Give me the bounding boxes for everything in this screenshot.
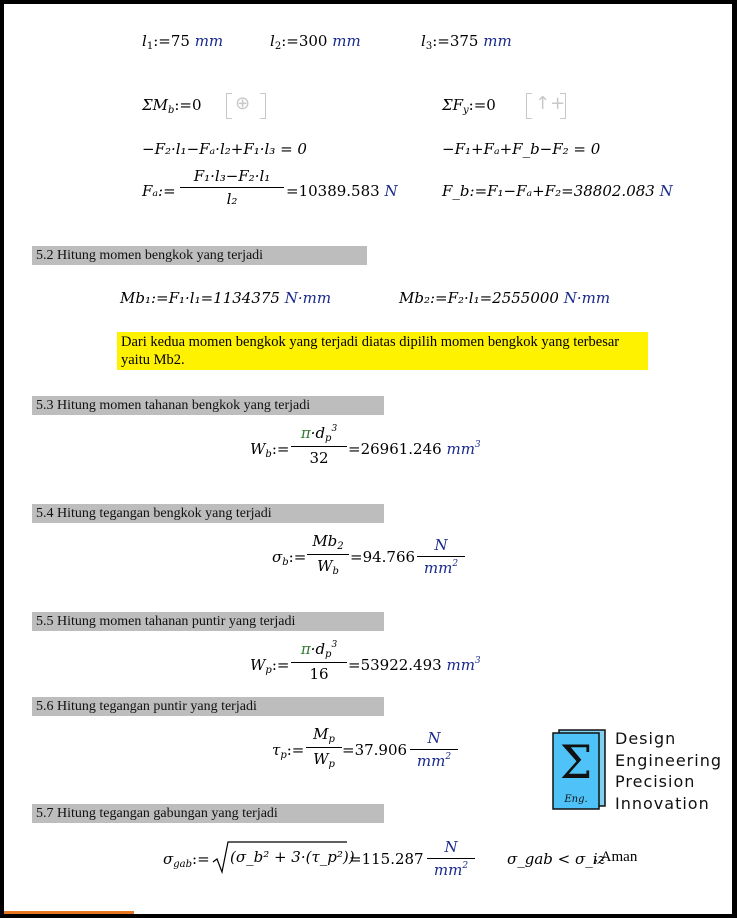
sigma-symbol: Σ: [559, 735, 593, 789]
force-equation: −F₁+Fₐ+F_b−F₂ = 0: [442, 140, 601, 158]
tagline-innovation: Innovation: [615, 793, 710, 813]
sigma-gab-lhs: $\sigma_{gab}:=$: [163, 850, 210, 870]
bottom-accent-bar: [4, 911, 134, 914]
length-l2: $l_2:=300$ mm: [270, 32, 361, 52]
wb-result: =26961.246 $mm^3$: [348, 440, 481, 458]
length-l3: $l_3:=375$ mm: [421, 32, 512, 52]
wp-result: =53922.493 $mm^3$: [348, 656, 481, 674]
section-header-5-4: 5.4 Hitung tegangan bengkok yang terjadi: [32, 504, 384, 523]
logo-tagline: [615, 728, 722, 814]
safety-verdict: , Aman: [594, 849, 638, 865]
fa-result: =10389.583 N: [286, 182, 398, 200]
section-header-5-3: 5.3 Hitung momen tahanan bengkok yang terjadi: [32, 396, 384, 415]
length-l1: $l_1:=75$ mm: [142, 32, 224, 52]
fb-result: F_b:=F₁−Fₐ+F₂=38802.083 N: [442, 182, 673, 200]
force-sum-definition: $\Sigma F_y:=0$: [442, 96, 496, 116]
force-sign-convention-icon: ↑+: [526, 93, 566, 119]
highlighted-note: Dari kedua momen bengkok yang terjadi diatas dipilih momen bengkok yang terbesar yaitu Mb2.: [117, 332, 648, 370]
tagline-design: Design: [615, 729, 677, 748]
section-header-5-2: 5.2 Hitung momen bengkok yang terjadi: [32, 246, 367, 265]
sigma-gab-unit: N $mm^2$: [427, 838, 475, 879]
moment-equation: −F₂·l₁−Fₐ·l₂+F₁·l₃ = 0: [142, 140, 307, 158]
section-header-5-7: 5.7 Hitung tegangan gabungan yang terjadi: [32, 804, 384, 823]
wb-fraction: $\pi\cdot d_p^3$ 32: [291, 424, 347, 467]
wp-lhs: $W_p:=$: [250, 656, 290, 676]
tau-p-lhs: $\tau_p:=$: [272, 741, 305, 761]
document-page: $l_1:=75$ mm $l_2:=300$ mm $l_3:=375$ mm $\Sigma M_b:=0$ ⊕ $\Sigma F_y:=0$ ↑+ −F₂·l₁−Fₐ·l₂+F₁·l₃ = 0 −F₁+Fₐ+F_b−F₂ = 0 Fₐ:= F₁·l₃−F₂·l₁ l₂ =10389.583 N F_b:=F₁−Fₐ+F₂=38802.083 N 5.2 Hitung momen bengkok yang terjadi Mb₁:=F₁·l₁=1134375 N·mm Mb₂:=F₂·l₁=2555000 N·mm Dari kedua momen bengkok yang terjadi diatas dipilih momen bengkok yang terbesar yaitu Mb2. 5.3 Hitung momen tahanan bengkok yang terjadi $W_b:=$ $\pi\cdot d_p^3$ 32 =26961.246 $mm^3$ 5.4 Hitung tegangan bengkok yang terjadi $\sigma_b:=$ $Mb_2$ $W_b$ =94.766 N $mm^2$ 5.5 Hitung momen tahanan puntir yang terjadi $W_p:=$ $\pi\cdot d_p^3$ 16 =53922.493 $mm^3$ 5.6 Hitung tegangan puntir yang terjadi $\tau_p:=$ $M_p$ $W_p$ =37.906 N $mm^2$ Σ Eng. Design Engineering Precision Innovation 5.7 Hitung tegangan gabungan yang terjadi $\sigma_{gab}:=$ (σ_b² + 3·(τ_p²)) =115.287 N $mm^2$ σ_gab < σ_iz , Aman: [4, 4, 732, 914]
sigma-b-result: =94.766: [350, 548, 416, 566]
mb2-equation: Mb₂:=F₂·l₁=2555000 N·mm: [399, 289, 611, 307]
tau-p-unit: N $mm^2$: [410, 729, 458, 770]
mb1-equation: Mb₁:=F₁·l₁=1134375 N·mm: [120, 289, 332, 307]
wb-lhs: $W_b:=$: [250, 440, 290, 460]
wp-fraction: $\pi\cdot d_p^3$ 16: [291, 640, 347, 683]
tagline-engineering: Engineering: [615, 750, 722, 770]
tagline-precision: Precision: [615, 772, 696, 791]
stress-comparison: σ_gab < σ_iz: [507, 850, 606, 868]
fa-lhs: Fₐ:=: [142, 182, 176, 200]
section-header-5-6: 5.6 Hitung tegangan puntir yang terjadi: [32, 697, 384, 716]
moment-sum-definition: $\Sigma M_b:=0$: [142, 96, 202, 116]
sigma-b-unit: N $mm^2$: [417, 536, 465, 577]
moment-sign-convention-icon: ⊕: [226, 93, 266, 119]
tau-p-result: =37.906: [342, 741, 408, 759]
tau-p-fraction: $M_p$ $W_p$: [306, 725, 342, 770]
eng-logo: [551, 728, 607, 810]
sigma-gab-result: =115.287: [349, 850, 424, 868]
sigma-b-fraction: $Mb_2$ $W_b$: [307, 532, 349, 577]
eng-logo-graphic: [551, 728, 607, 810]
eng-label: Eng.: [564, 794, 588, 805]
section-header-5-5: 5.5 Hitung momen tahanan puntir yang terjadi: [32, 612, 384, 631]
fa-fraction: F₁·l₃−F₂·l₁ l₂: [180, 167, 284, 208]
sigma-b-lhs: $\sigma_b:=$: [272, 548, 307, 568]
